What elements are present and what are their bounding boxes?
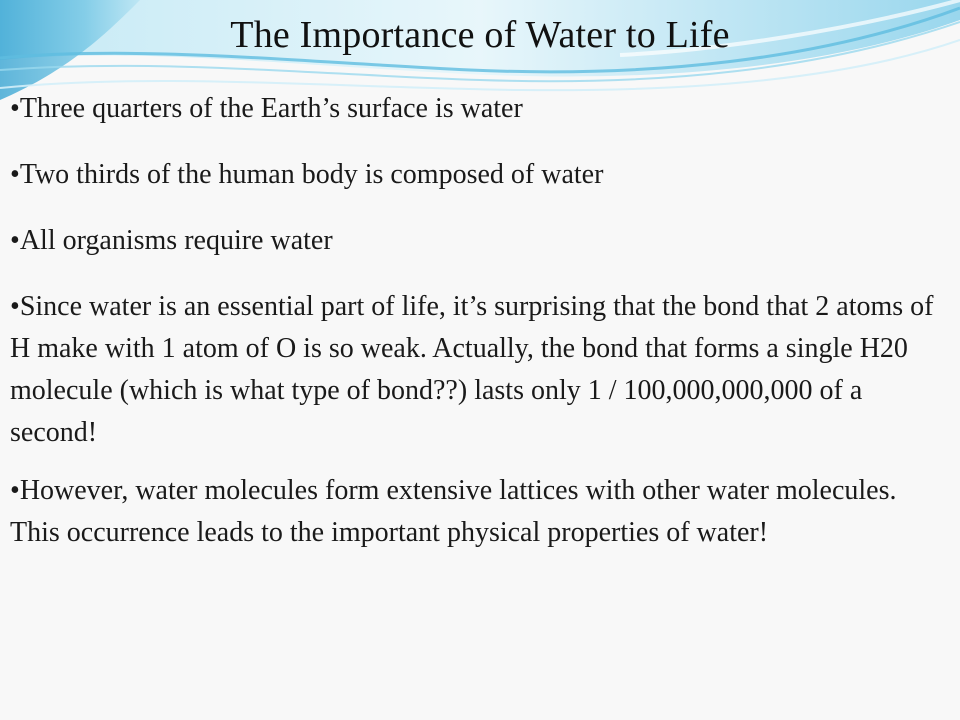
bullet-marker: •: [10, 291, 20, 322]
bullet-text: Two thirds of the human body is composed of water: [19, 159, 604, 190]
bullet-marker: •: [10, 159, 20, 190]
bullet-text: Three quarters of the Earth’s surface is water: [19, 93, 523, 124]
bullet-list: [10, 88, 950, 570]
bullet-marker: •: [10, 475, 20, 506]
bullet-marker: •: [10, 225, 20, 256]
slide-title: The Importance of Water to Life: [230, 14, 730, 56]
bullet-text: All organisms require water: [19, 225, 333, 256]
bullet-item: [10, 470, 950, 554]
bullet-text: However, water molecules form extensive lattices with other water molecules. This occurrence leads to the important physical properties of water!: [10, 475, 897, 548]
bullet-item: [10, 286, 950, 454]
bullet-item: [10, 88, 950, 130]
bullet-item: [10, 220, 950, 262]
bullet-text: Since water is an essential part of life, it’s surprising that the bond that 2 atoms of H make with 1 atom of O is so weak. Actually, the bond that forms a single H20 molecule (which is what type of bond??) lasts only 1 / 100,000,000,000 of a second!: [10, 291, 934, 448]
bullet-item: [10, 154, 950, 196]
bullet-marker: •: [10, 93, 20, 124]
